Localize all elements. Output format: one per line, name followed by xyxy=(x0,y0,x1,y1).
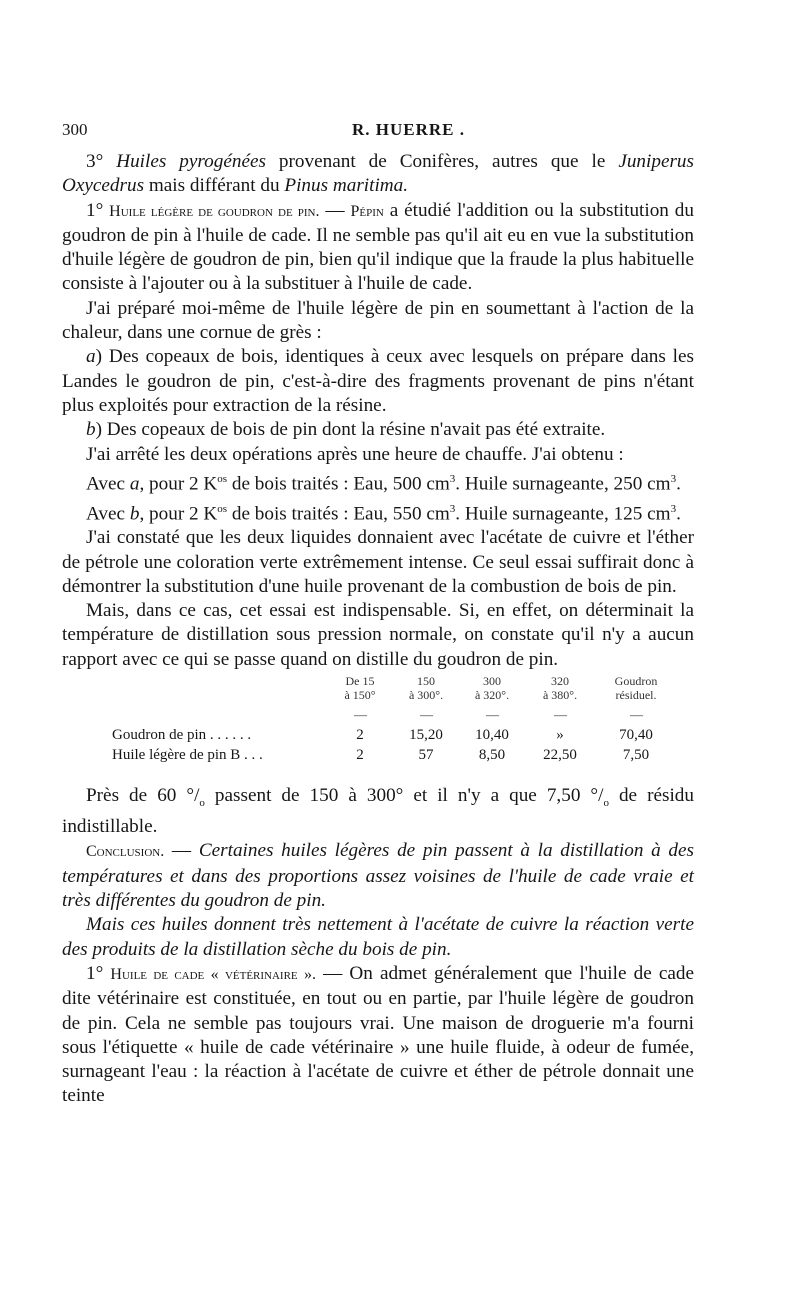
paragraph-item-b: b) Des copeaux de bois de pin dont la résine n'avait pas été extraite. xyxy=(86,419,606,441)
table-row-label: Goudron de pin . . . . . . xyxy=(112,727,252,744)
column-rule: — xyxy=(354,707,367,723)
section-heading: Huile légère de goudron de pin. xyxy=(109,202,320,220)
paragraph-preparation: J'ai préparé moi-même de l'huile légère de pin en soumettant à l'action de la chaleur, dans une cornue de grès : xyxy=(62,297,694,344)
page-number: 300 xyxy=(62,120,88,139)
table-cell: 15,20 xyxy=(409,727,443,744)
column-header: De 15 à 150° xyxy=(344,674,376,703)
paragraph-conclusion: Conclusion. — Certaines huiles légères de pin passent à la distillation à des températures et dans des proportions assez voisines de l'huile de cade vraie et très différentes du goudron de pin. xyxy=(62,840,695,912)
running-title: R. HUERRE . xyxy=(352,120,466,139)
column-header: 320 à 380°. xyxy=(542,674,578,703)
table-cell: 8,50 xyxy=(478,747,506,764)
section-heading: Huile de cade « vétérinaire ». xyxy=(110,965,316,983)
paragraph-conclusion-2: Mais ces huiles donnent très nettement à l'acétate de cuivre la réaction verte des produits de la distillation sèche du bois de pin. xyxy=(62,914,694,960)
running-header xyxy=(62,120,694,144)
column-rule: — xyxy=(486,707,499,723)
column-header: 300 à 320°. xyxy=(474,674,510,703)
paragraph-result-a: Avec a, pour 2 $K^{os}$ de bois traités : Eau, 500 $cm^3$. Huile surnageante, 250 $cm^3$. xyxy=(86,472,681,495)
table-cell: 57 xyxy=(418,747,434,764)
table-row-label: Huile légère de pin B . . . xyxy=(112,747,263,764)
paragraph-distillation: Mais, dans ce cas, cet essai est indispensable. Si, en effet, on déterminait la température de distillation sous pression normale, on constate qu'il n'y a aucun rapport avec ce qui se passe quand on distille du goudron de pin. xyxy=(62,600,694,670)
paragraph-copper-acetate-test: J'ai constaté que les deux liquides donnaient avec l'acétate de cuivre et l'éther de pétrole une coloration verte extrêmement intense. Ce seul essai suffirait donc à démontrer la substitution d'une huile provenant de la combustion de bois de pin. xyxy=(62,527,694,597)
column-rule: — xyxy=(630,707,643,723)
column-header: Goudron résiduel. xyxy=(614,674,658,703)
paragraph-light-pine-tar-oil: 1° Huile légère de goudron de pin. — Pépin a étudié l'addition ou la substitution du goudron de pin à l'huile de cade. Il ne semble pas qu'il ait eu en vue la substitution d'huile légère de goudron de pin, bien qu'il indique que la fraude la plus habituelle consiste à l'ajouter ou à la substituer à l'huile de cade. xyxy=(62,199,694,295)
paragraph-result-b: Avec b, pour 2 $K^{os}$ de bois traités : Eau, 550 $cm^3$. Huile surnageante, 125 $cm^3$. xyxy=(86,502,681,524)
table-cell: 7,50 xyxy=(622,747,650,764)
paragraph-item-a: a) Des copeaux de bois, identiques à ceux avec lesquels on prépare dans les Landes le goudron de pin, c'est-à-dire des fragments provenant de pins n'étant plus exploités pour extraction de la résine. xyxy=(62,346,694,416)
table-cell: 2 xyxy=(356,747,364,764)
column-header: 150 à 300°. xyxy=(408,674,444,703)
column-rule: — xyxy=(420,707,433,723)
table-cell: 70,40 xyxy=(619,727,653,744)
paragraph-pyrogenic-oils: 3° Huiles pyrogénées provenant de Conifères, autres que le Juniperus Oxycedrus mais différant du Pinus maritima. xyxy=(62,151,694,197)
paragraph-veterinary-cade-oil: 1° Huile de cade « vétérinaire ». — On admet généralement que l'huile de cade dite vétérinaire est constituée, en tout ou en partie, par l'huile légère de goudron de pin. Cela ne semble pas toujours vrai. Une maison de droguerie m'a fourni sous l'étiquette « huile de cade vétérinaire » une huile fluide, à odeur de fumée, surnageant l'eau : la réaction à l'acétate de cuivre et éther de pétrole donnait une teinte xyxy=(62,962,694,1107)
paragraph-obtained: J'ai arrêté les deux opérations après une heure de chauffe. J'ai obtenu : xyxy=(86,443,624,465)
page-body xyxy=(62,150,694,1109)
table-cell: » xyxy=(556,727,564,744)
paragraph-percent-result: Près de 60 $^\circ/_o$ passent de 150 à 300° et il n'y a que 7,50 $^\circ/_o$ de résidu indistillable. xyxy=(62,785,694,838)
column-rule: — xyxy=(554,707,567,723)
distillation-table xyxy=(62,672,694,784)
table-cell: 2 xyxy=(356,727,364,744)
table-cell: 22,50 xyxy=(543,747,577,764)
table-cell: 10,40 xyxy=(475,727,509,744)
conclusion-heading: Conclusion. xyxy=(86,843,165,861)
